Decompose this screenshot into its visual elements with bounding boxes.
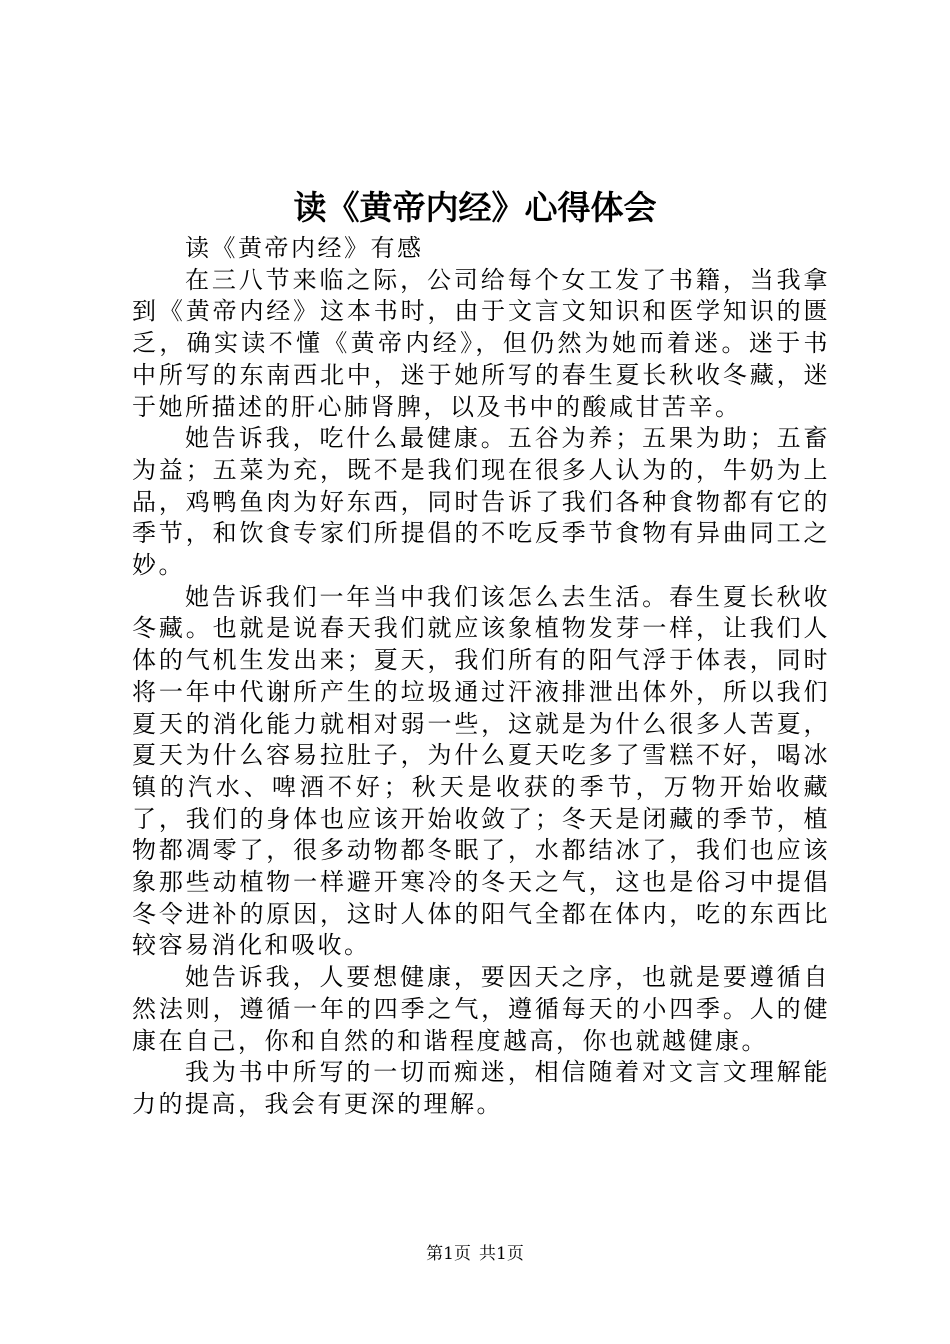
paragraph: 我为书中所写的一切而痴迷，相信随着对文言文理解能力的提高，我会有更深的理解。 — [132, 1058, 830, 1118]
paragraph: 在三八节来临之际，公司给每个女工发了书籍，当我拿到《黄帝内经》这本书时，由于文言文知识和医学知识的匮乏，确实读不懂《黄帝内经》，但仍然为她而着迷。迷于书中所写的东南西北中，迷于她所写的春生夏长秋收冬藏，迷于她所描述的肝心肺肾脾，以及书中的酸咸甘苦辛。 — [132, 265, 830, 421]
document-body — [132, 233, 830, 1121]
document-title: 读《黄帝内经》心得体会 — [293, 188, 657, 227]
paragraph-subtitle: 读《黄帝内经》有感 — [185, 234, 424, 262]
page-footer — [0, 1242, 950, 1266]
paragraph: 她告诉我们一年当中我们该怎么去生活。春生夏长秋收冬藏。也就是说春天我们就应该象植物发芽一样，让我们人体的气机生发出来；夏天，我们所有的阳气浮于体表，同时将一年中代谢所产生的垃圾通过汗液排泄出体外，所以我们夏天的消化能力就相对弱一些，这就是为什么很多人苦夏，夏天为什么容易拉肚子，为什么夏天吃多了雪糕不好，喝冰镇的汽水、啤酒不好；秋天是收获的季节，万物开始收藏了，我们的身体也应该开始收敛了；冬天是闭藏的季节，植物都凋零了，很多动物都冬眠了，水都结冰了，我们也应该象那些动植物一样避开寒冷的冬天之气，这也是俗习中提倡冬令进补的原因，这时人体的阳气全都在体内，吃的东西比较容易消化和吸收。 — [132, 582, 830, 960]
paragraph: 她告诉我，人要想健康，要因天之序，也就是要遵循自然法则，遵循一年的四季之气，遵循每天的小四季。人的健康在自己，你和自然的和谐程度越高，你也就越健康。 — [132, 963, 830, 1055]
page-total: 共1页 — [479, 1244, 524, 1264]
page-number: 第1页 — [426, 1244, 471, 1264]
paragraph: 她告诉我，吃什么最健康。五谷为养；五果为助；五畜为益；五菜为充，既不是我们现在很多人认为的，牛奶为上品，鸡鸭鱼肉为好东西，同时告诉了我们各种食物都有它的季节，和饮食专家们所提倡的不吃反季节食物有异曲同工之妙。 — [132, 424, 830, 580]
